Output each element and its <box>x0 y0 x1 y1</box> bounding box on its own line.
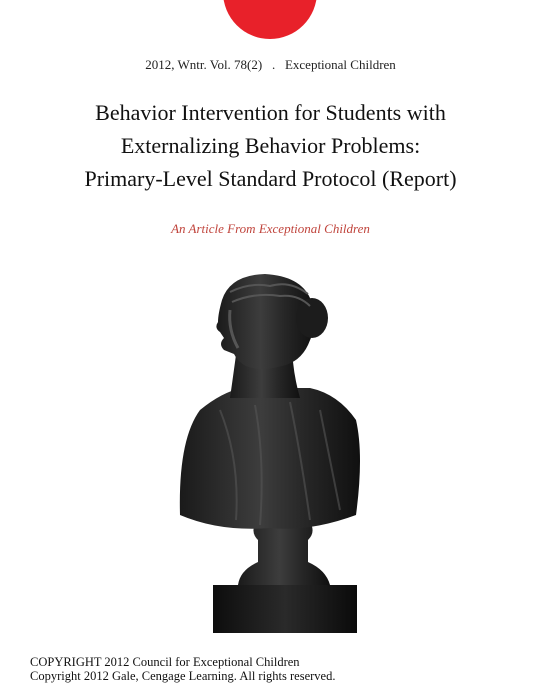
title-line: Externalizing Behavior Problems: <box>120 133 421 158</box>
copyright-line: Copyright 2012 Gale, Cengage Learning. All rights reserved. <box>30 669 336 683</box>
copyright-line: COPYRIGHT 2012 Council for Exceptional Children <box>30 655 300 669</box>
publication-info: 2012, Wntr. Vol. 78(2) . Exceptional Children <box>145 57 396 72</box>
article-title <box>20 96 521 195</box>
decorative-red-circle <box>223 0 317 39</box>
bust-statue-image <box>160 270 380 635</box>
title-line: Primary-Level Standard Protocol (Report) <box>84 166 457 191</box>
title-line: Behavior Intervention for Students with <box>95 100 446 125</box>
copyright-notice <box>30 655 335 683</box>
article-source: An Article From Exceptional Children <box>171 221 370 236</box>
